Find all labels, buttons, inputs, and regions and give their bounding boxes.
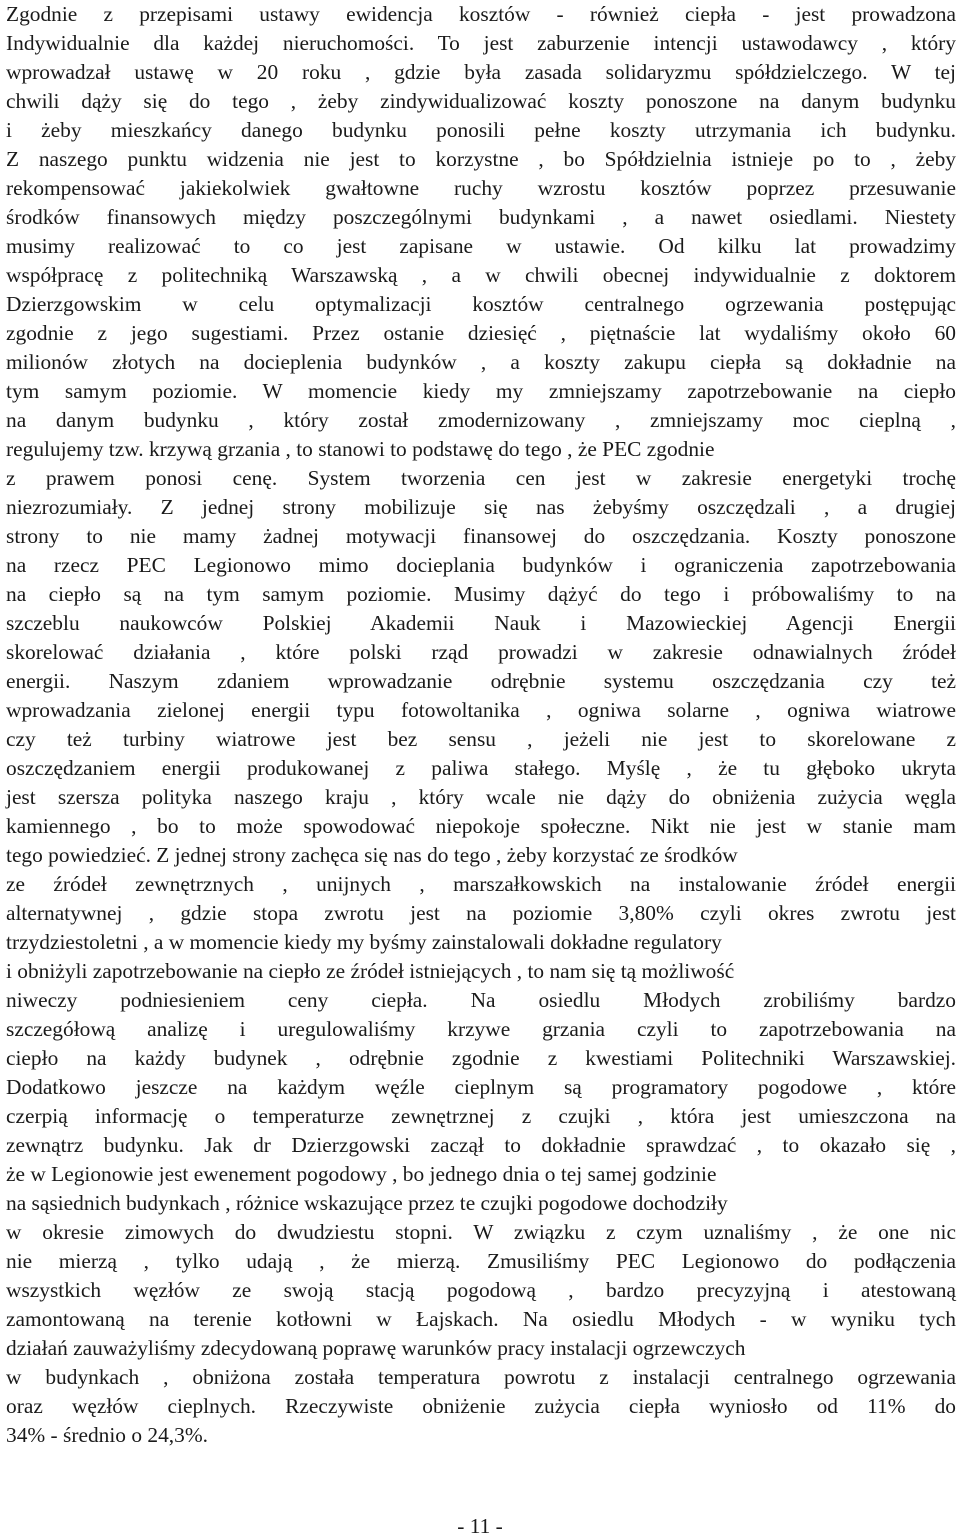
text-line: na rzecz PEC Legionowo mimo docieplania budynków i ograniczenia zapotrzebowania: [6, 553, 956, 577]
text-line: Dzierzgowskim w celu optymalizacji kosztów centralnego ogrzewania postępując: [6, 292, 956, 316]
text-line: tego powiedzieć. Z jednej strony zachęca się nas do tego , żeby korzystać ze środków: [6, 843, 738, 867]
text-line: środków finansowych między poszczególnymi budynkami , a nawet osiedlami. Niestety: [6, 205, 956, 229]
text-line: energii. Naszym zdaniem wprowadzanie odrębnie systemu oszczędzania czy też: [6, 669, 956, 693]
text-line: oszczędzaniem energii produkowanej z paliwa stałego. Myślę , że tu głęboko ukryta: [6, 756, 956, 780]
text-line: że w Legionowie jest ewenement pogodowy , bo jednego dnia o tej samej godzinie: [6, 1162, 717, 1186]
text-line: i obniżyli zapotrzebowanie na ciepło ze źródeł istniejących , to nam się tą możliwość: [6, 959, 735, 983]
text-line: zamontowaną na terenie kotłowni w Łajskach. Na osiedlu Młodych - w wyniku tych: [6, 1307, 956, 1331]
text-line: wszystkich węzłów ze swoją stacją pogodową , bardzo precyzyjną i atestowaną: [6, 1278, 956, 1302]
text-line: czy też turbiny wiatrowe jest bez sensu , jeżeli nie jest to skorelowane z: [6, 727, 956, 751]
text-line: regulujemy tzw. krzywą grzania , to stanowi to podstawę do tego , że PEC zgodnie: [6, 437, 715, 461]
text-line: czerpią informację o temperaturze zewnętrznej z czujki , która jest umieszczona na: [6, 1104, 956, 1128]
text-line: niezrozumiały. Z jednej strony mobilizuje się nas żebyśmy oszczędzali , a drugiej: [6, 495, 956, 519]
text-line: na sąsiednich budynkach , różnice wskazujące przez te czujki pogodowe dochodziły: [6, 1191, 728, 1215]
text-line: wprowadzał ustawę w 20 roku , gdzie była zasada solidaryzmu spółdzielczego. W tej: [6, 60, 956, 84]
text-line: w okresie zimowych do dwudziestu stopni. W związku z czym uznaliśmy , że one nic: [6, 1220, 956, 1244]
text-line: na danym budynku , który został zmodernizowany , zmniejszamy moc cieplną ,: [6, 408, 956, 432]
text-line: na ciepło są na tym samym poziomie. Musimy dążyć do tego i próbowaliśmy to na: [6, 582, 956, 606]
text-line: zewnątrz budynku. Jak dr Dzierzgowski zaczął to dokładnie sprawdzać , to okazało się ,: [6, 1133, 956, 1157]
text-line: działań zauważyliśmy zdecydowaną poprawę warunków pracy instalacji ogrzewczych: [6, 1336, 746, 1360]
text-line: milionów złotych na docieplenia budynków , a koszty zakupu ciepła są dokładnie na: [6, 350, 956, 374]
text-line: Zgodnie z przepisami ustawy ewidencja kosztów - również ciepła - jest prowadzona: [6, 2, 956, 26]
text-line: w budynkach , obniżona została temperatura powrotu z instalacji centralnego ogrzewania: [6, 1365, 956, 1389]
text-line: niweczy podniesieniem ceny ciepła. Na osiedlu Młodych zrobiliśmy bardzo: [6, 988, 956, 1012]
text-line: kamiennego , bo to może spowodować niepokoje społeczne. Nikt nie jest w stanie mam: [6, 814, 956, 838]
text-line: rekompensować jakiekolwiek gwałtowne ruchy wzrostu kosztów poprzez przesuwanie: [6, 176, 956, 200]
text-line: szczeblu naukowców Polskiej Akademii Nauk i Mazowieckiej Agencji Energii: [6, 611, 956, 635]
text-line: ze źródeł zewnętrznych , unijnych , marszałkowskich na instalowanie źródeł energii: [6, 872, 956, 896]
text-line: nie mierzą , tylko udają , że mierzą. Zmusiliśmy PEC Legionowo do podłączenia: [6, 1249, 956, 1273]
text-line: zgodnie z jego sugestiami. Przez ostanie dziesięć , piętnaście lat wydaliśmy około 60: [6, 321, 956, 345]
text-line: 34% - średnio o 24,3%.: [6, 1423, 208, 1447]
text-line: szczegółową analizę i uregulowaliśmy krzywe grzania czyli to zapotrzebowania na: [6, 1017, 956, 1041]
text-line: Indywidualnie dla każdej nieruchomości. To jest zaburzenie intencji ustawodawcy , który: [6, 31, 956, 55]
text-line: chwili dąży się do tego , żeby zindywidualizować koszty ponoszone na danym budynku: [6, 89, 956, 113]
text-line: Z naszego punktu widzenia nie jest to korzystne , bo Spółdzielnia istnieje po to , żeby: [6, 147, 956, 171]
text-line: współpracę z politechniką Warszawską , a w chwili obecnej indywidualnie z doktorem: [6, 263, 956, 287]
page-number: - 11 -: [457, 1514, 503, 1538]
text-line: z prawem ponosi cenę. System tworzenia cen jest w zakresie energetyki trochę: [6, 466, 956, 490]
text-line: Dodatkowo jeszcze na każdym węźle cieplnym są programatory pogodowe , które: [6, 1075, 956, 1099]
text-line: tym samym poziomie. W momencie kiedy my zmniejszamy zapotrzebowanie na ciepło: [6, 379, 956, 403]
text-line: trzydziestoletni , a w momencie kiedy my byśmy zainstalowali dokładne regulatory: [6, 930, 722, 954]
text-line: oraz węzłów cieplnych. Rzeczywiste obniżenie zużycia ciepła wyniosło od 11% do: [6, 1394, 956, 1418]
text-line: musimy realizować to co jest zapisane w ustawie. Od kilku lat prowadzimy: [6, 234, 956, 258]
text-line: wprowadzania zielonej energii typu fotowoltanika , ogniwa solarne , ogniwa wiatrowe: [6, 698, 956, 722]
text-line: strony to nie mamy żadnej motywacji finansowej do oszczędzania. Koszty ponoszone: [6, 524, 956, 548]
text-line: skorelować działania , które polski rząd prowadzi w zakresie odnawialnych źródeł: [6, 640, 956, 664]
text-line: alternatywnej , gdzie stopa zwrotu jest na poziomie 3,80% czyli okres zwrotu jest: [6, 901, 956, 925]
body-paragraph: [6, 0, 956, 1450]
text-line: jest szersza polityka naszego kraju , który wcale nie dąży do obniżenia zużycia węgla: [6, 785, 956, 809]
text-line: i żeby mieszkańcy danego budynku ponosili pełne koszty utrzymania ich budynku.: [6, 118, 956, 142]
text-line: ciepło na każdy budynek , odrębnie zgodnie z kwestiami Politechniki Warszawskiej.: [6, 1046, 956, 1070]
